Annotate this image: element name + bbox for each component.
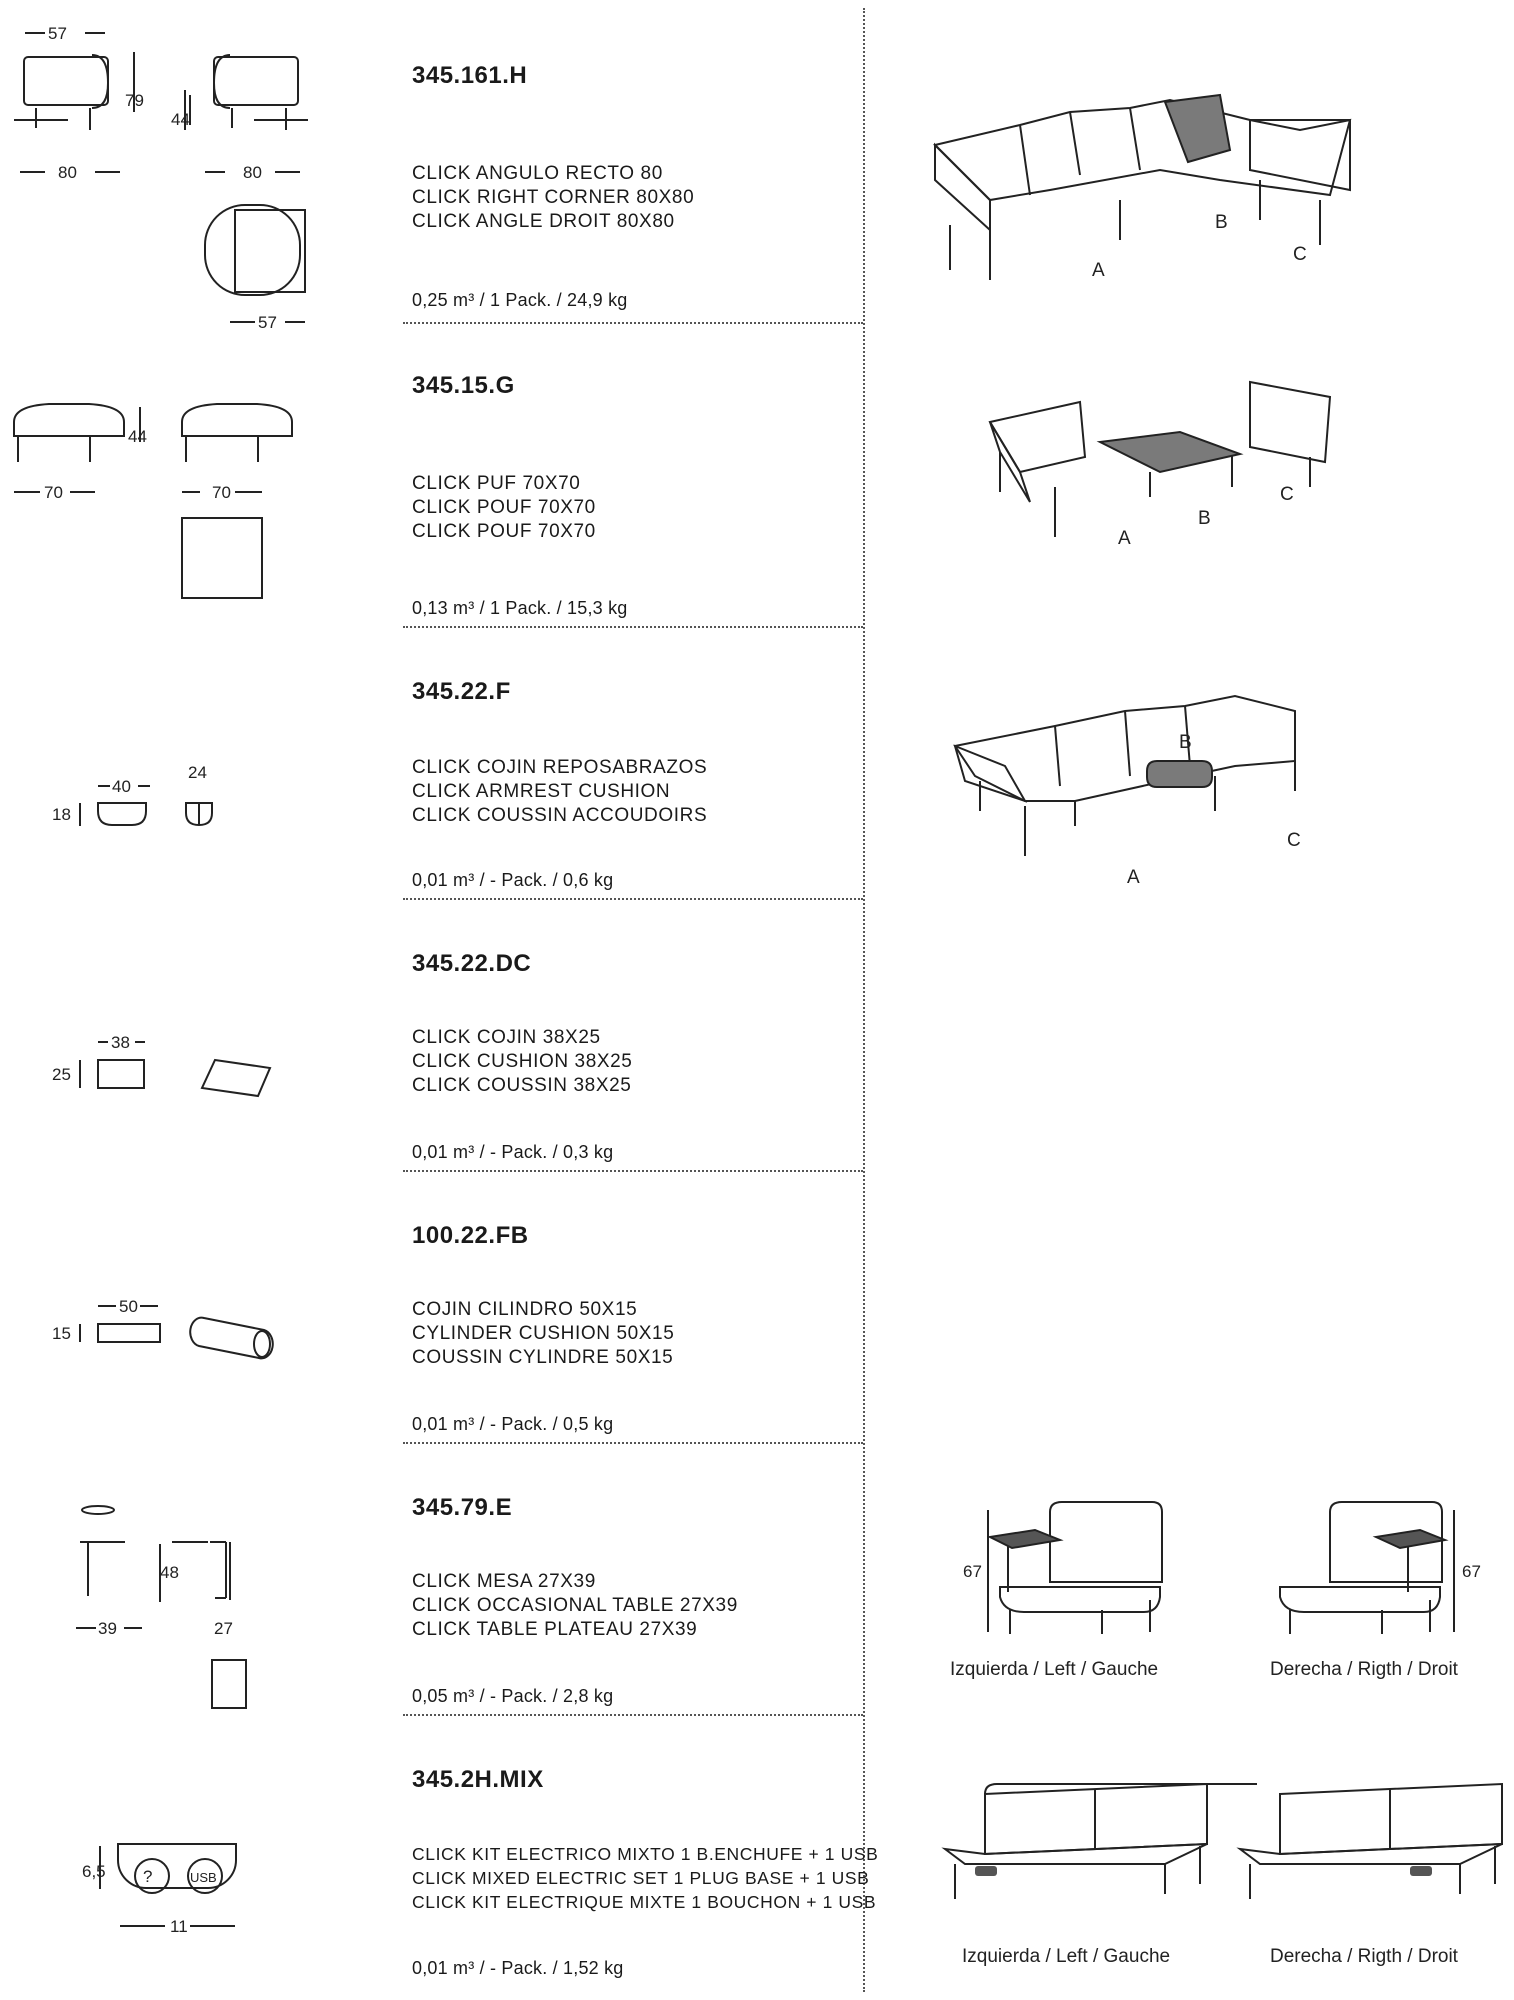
caption-right: Derecha / Rigth / Droit bbox=[1270, 1946, 1458, 1967]
dim-width: 24 bbox=[188, 763, 207, 782]
product-description bbox=[412, 756, 707, 828]
module-label-c: C bbox=[1287, 830, 1301, 851]
product-row-345-2h-mix bbox=[0, 1714, 1514, 2000]
module-label-a: A bbox=[1127, 867, 1140, 888]
product-row-345-22-dc bbox=[0, 898, 1514, 1170]
cylinder-cushion-technical-drawing bbox=[0, 1170, 300, 1442]
description-line-fr: CLICK COUSSIN ACCOUDOIRS bbox=[412, 805, 708, 826]
description-line-en: CYLINDER CUSHION 50X15 bbox=[412, 1323, 675, 1344]
module-label-c: C bbox=[1293, 244, 1307, 265]
dim-height-right: 67 bbox=[1462, 1562, 1481, 1581]
description-line-fr: CLICK POUF 70X70 bbox=[412, 521, 596, 542]
corner-configuration-illustration bbox=[920, 60, 1460, 300]
dim-width: 11 bbox=[170, 1917, 188, 1936]
description-line-en: CLICK POUF 70X70 bbox=[412, 497, 596, 518]
description-line-fr: CLICK TABLE PLATEAU 27X39 bbox=[412, 1619, 698, 1640]
description-line-es: CLICK COJIN 38X25 bbox=[412, 1027, 601, 1048]
dim-height: 25 bbox=[52, 1065, 71, 1084]
caption-left: Izquierda / Left / Gauche bbox=[962, 1946, 1171, 1967]
product-code: 345.22.F bbox=[412, 678, 511, 705]
description-line-en: CLICK MIXED ELECTRIC SET 1 PLUG BASE + 1 USB bbox=[412, 1868, 870, 1888]
packaging-info: 0,01 m³ / - Pack. / 1,52 kg bbox=[412, 1958, 624, 1978]
caption-right: Derecha / Rigth / Droit bbox=[1270, 1659, 1458, 1680]
electric-kit-right-illustration bbox=[1230, 1754, 1514, 1944]
packaging-info: 0,01 m³ / - Pack. / 0,5 kg bbox=[412, 1414, 614, 1434]
product-code: 345.161.H bbox=[412, 62, 528, 89]
dim-depth: 27 bbox=[214, 1619, 233, 1638]
dim-width: 38 bbox=[111, 1033, 130, 1052]
dim-height: 6,5 bbox=[82, 1862, 106, 1881]
product-description bbox=[412, 1842, 878, 1914]
dim-width-2: 80 bbox=[243, 163, 262, 182]
dim-height-left: 67 bbox=[963, 1562, 982, 1581]
armrest-cushion-technical-drawing bbox=[0, 626, 300, 898]
product-description bbox=[412, 1570, 738, 1642]
armrest-configuration-illustration bbox=[945, 666, 1365, 906]
pouf-configuration-illustration bbox=[970, 362, 1350, 602]
dim-width: 39 bbox=[98, 1619, 117, 1638]
dim-width: 70 bbox=[44, 483, 63, 502]
product-row-345-161-h bbox=[0, 0, 1514, 332]
dim-length: 50 bbox=[119, 1297, 138, 1316]
dim-height: 79 bbox=[125, 91, 144, 110]
dim-height: 48 bbox=[160, 1563, 179, 1582]
product-code: 345.22.DC bbox=[412, 950, 532, 977]
description-line-es: CLICK MESA 27X39 bbox=[412, 1571, 596, 1592]
module-label-a: A bbox=[1092, 260, 1105, 281]
dim-diameter: 15 bbox=[52, 1324, 71, 1343]
description-line-es: COJIN CILINDRO 50X15 bbox=[412, 1299, 638, 1320]
description-line-en: CLICK ARMREST CUSHION bbox=[412, 781, 671, 802]
product-code: 100.22.FB bbox=[412, 1222, 529, 1249]
dim-depth-2: 57 bbox=[258, 313, 277, 332]
dim-height: 44 bbox=[128, 427, 147, 446]
product-row-100-22-fb bbox=[0, 1170, 1514, 1442]
table-technical-drawing bbox=[0, 1442, 300, 1714]
product-description bbox=[412, 1298, 674, 1370]
module-label-b: B bbox=[1198, 508, 1211, 529]
product-description bbox=[412, 472, 596, 544]
description-line-es: CLICK COJIN REPOSABRAZOS bbox=[412, 757, 708, 778]
product-row-345-22-f bbox=[0, 626, 1514, 898]
product-row-345-15-g bbox=[0, 322, 1514, 626]
cushion-technical-drawing bbox=[0, 898, 300, 1170]
product-description bbox=[412, 162, 694, 234]
packaging-info: 0,13 m³ / 1 Pack. / 15,3 kg bbox=[412, 598, 628, 618]
module-label-c: C bbox=[1280, 484, 1294, 505]
description-line-en: CLICK CUSHION 38X25 bbox=[412, 1051, 633, 1072]
corner-technical-drawing bbox=[0, 0, 330, 332]
socket-plug-label: ? bbox=[143, 1867, 153, 1886]
pouf-technical-drawing bbox=[0, 322, 320, 626]
module-label-b: B bbox=[1215, 212, 1228, 233]
product-code: 345.2H.MIX bbox=[412, 1766, 544, 1793]
module-label-b: B bbox=[1179, 732, 1192, 753]
table-right-illustration bbox=[1250, 1482, 1514, 1652]
dim-depth: 70 bbox=[212, 483, 231, 502]
product-row-345-79-e bbox=[0, 1442, 1514, 1714]
description-line-es: CLICK ANGULO RECTO 80 bbox=[412, 163, 663, 184]
description-line-es: CLICK KIT ELECTRICO MIXTO 1 B.ENCHUFE + 1 USB bbox=[412, 1844, 879, 1864]
socket-usb-label: USB bbox=[190, 1870, 217, 1885]
product-code: 345.15.G bbox=[412, 372, 515, 399]
table-left-illustration bbox=[950, 1482, 1220, 1652]
packaging-info: 0,05 m³ / - Pack. / 2,8 kg bbox=[412, 1686, 614, 1706]
dim-seat-height: 44 bbox=[171, 110, 190, 129]
caption-left: Izquierda / Left / Gauche bbox=[950, 1659, 1159, 1680]
description-line-en: CLICK RIGHT CORNER 80X80 bbox=[412, 187, 695, 208]
dim-length: 40 bbox=[112, 777, 131, 796]
dim-depth: 57 bbox=[48, 24, 67, 43]
packaging-info: 0,25 m³ / 1 Pack. / 24,9 kg bbox=[412, 290, 628, 310]
product-code: 345.79.E bbox=[412, 1494, 513, 1521]
description-line-fr: CLICK ANGLE DROIT 80X80 bbox=[412, 211, 675, 232]
description-line-fr: CLICK COUSSIN 38X25 bbox=[412, 1075, 632, 1096]
module-label-a: A bbox=[1118, 528, 1131, 549]
product-description bbox=[412, 1026, 632, 1098]
electric-kit-left-illustration bbox=[935, 1754, 1225, 1944]
description-line-fr: COUSSIN CYLINDRE 50X15 bbox=[412, 1347, 674, 1368]
description-line-es: CLICK PUF 70X70 bbox=[412, 473, 581, 494]
description-line-fr: CLICK KIT ELECTRIQUE MIXTE 1 BOUCHON + 1 USB bbox=[412, 1892, 877, 1912]
packaging-info: 0,01 m³ / - Pack. / 0,3 kg bbox=[412, 1142, 614, 1162]
description-line-en: CLICK OCCASIONAL TABLE 27X39 bbox=[412, 1595, 738, 1616]
dim-width: 80 bbox=[58, 163, 77, 182]
electric-kit-technical-drawing bbox=[0, 1714, 300, 2000]
dim-height: 18 bbox=[52, 805, 71, 824]
packaging-info: 0,01 m³ / - Pack. / 0,6 kg bbox=[412, 870, 614, 890]
